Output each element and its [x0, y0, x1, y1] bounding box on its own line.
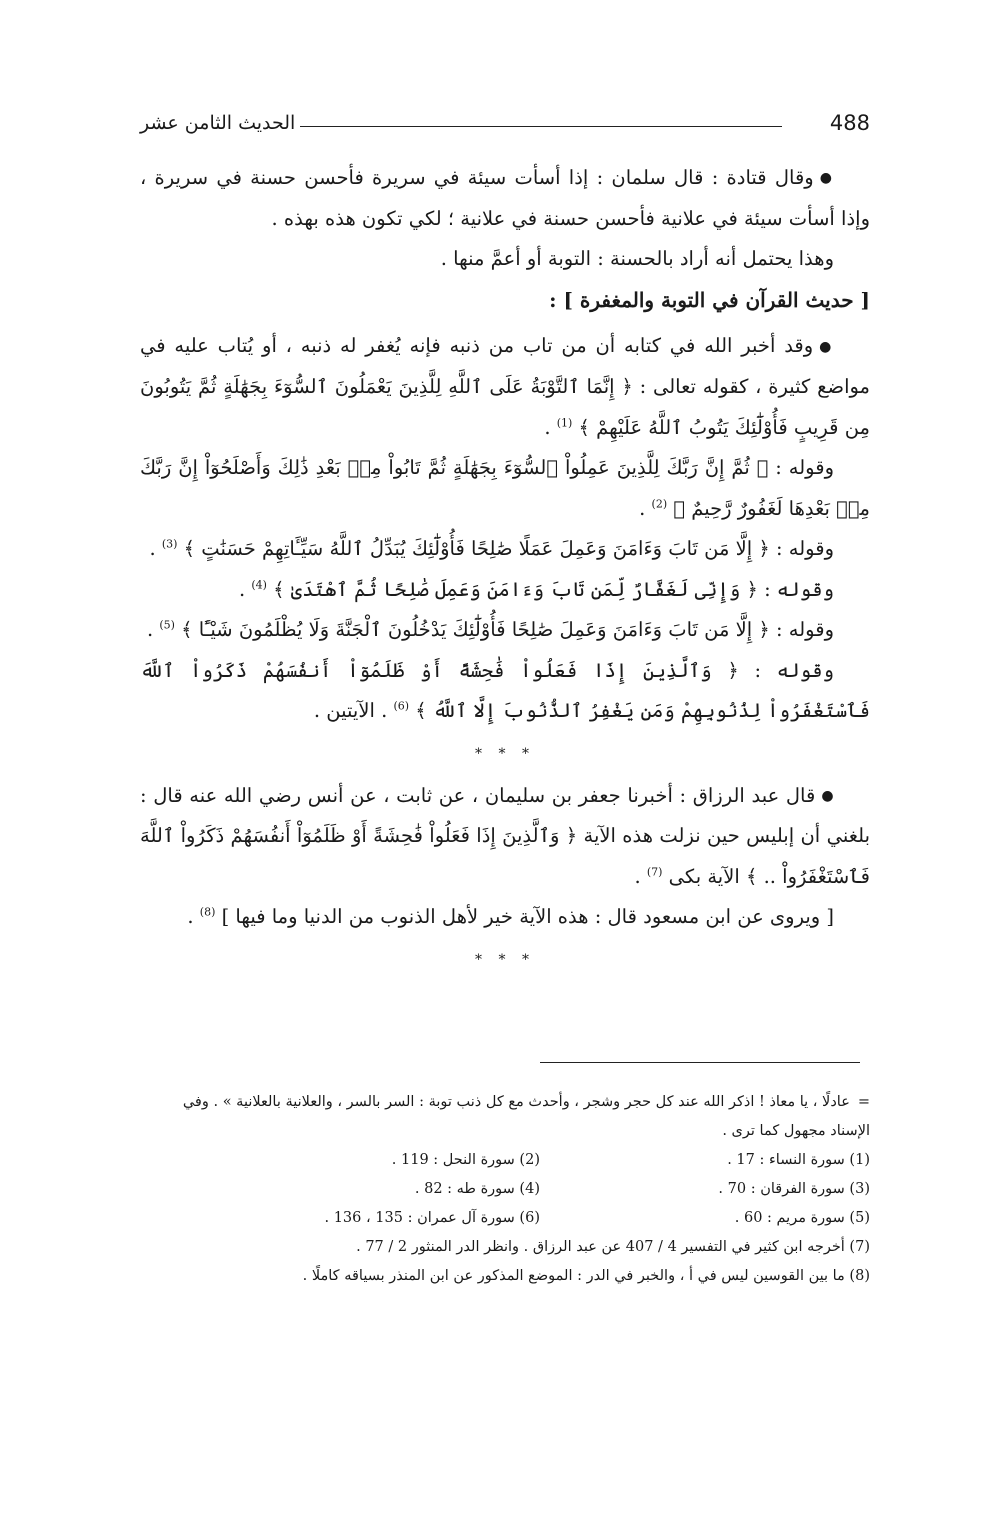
paragraph-end: . — [146, 618, 160, 641]
section-divider-stars: * * * — [475, 745, 535, 762]
paragraph-quran-6 — [140, 651, 870, 732]
footnote-separator — [540, 1062, 860, 1063]
paragraph-text: وقوله : ﴿ وَٱلَّذِينَ إِذَا فَعَلُواْ فَٰحِشَةً أَوْ ظَلَمُوٓاْ أَنفُسَهُمْ ذَكَرُواْ ٱللَّهَ فَٱسْتَغْفَرُواْ لِذُنُوبِهِمْ وَمَن يَغْفِرُ ٱلذُّنُوبَ إِلَّا ٱللَّهُ ﴾ — [140, 658, 870, 722]
paragraph-text: وقوله : ﴿ إِلَّا مَن تَابَ وَءَامَنَ وَعَمِلَ صَٰلِحًا فَأُوْلَٰٓئِكَ يَدْخُلُونَ ٱلْجَنَّةَ وَلَا يُظْلَمُونَ شَيْـًٔا ﴾ — [181, 618, 834, 641]
page-header — [140, 108, 870, 142]
paragraph-end: . — [639, 496, 652, 520]
paragraph-text: وقوله : ﴿ وَإِنِّى لَغَفَّارٌ لِّمَن تَابَ وَءَامَنَ وَعَمِلَ صَٰلِحًا ثُمَّ ٱهْتَدَىٰ ﴾ — [273, 577, 834, 601]
footnote-4: (4) سورة طه : 82 . — [414, 1181, 540, 1197]
paragraph-salman — [140, 158, 870, 239]
paragraph-quran-2 — [140, 448, 870, 529]
running-title: الحديث الثامن عشر — [140, 112, 296, 134]
page-number: 488 — [829, 111, 870, 135]
paragraph-text: [ ويروى عن ابن مسعود قال : هذه الآية خير لأهل الذنوب من الدنيا وما فيها ] — [221, 905, 834, 929]
main-text — [140, 158, 870, 982]
footnotes — [140, 1088, 870, 1291]
bullet-icon: ● — [819, 338, 834, 355]
footnote-row — [140, 1175, 870, 1204]
footnote-2: (2) سورة النحل : 119 . — [391, 1152, 540, 1168]
bullet-icon: ● — [819, 170, 835, 187]
paragraph-end: . — [544, 415, 557, 439]
paragraph-text: وقوله : ﴿ إِلَّا مَن تَابَ وَءَامَنَ وَعَمِلَ عَمَلًا صَٰلِحًا فَأُوْلَٰٓئِكَ يُبَدِّلُ ٱللَّهُ سَيِّـَٔاتِهِمْ حَسَنَٰتٍ ﴾ — [183, 537, 834, 560]
footnote-row — [140, 1146, 870, 1175]
paragraph-quran-5 — [140, 610, 870, 651]
paragraph-text: وقوله : ﴿ ثُمَّ إِنَّ رَبَّكَ لِلَّذِينَ عَمِلُواْ ٱلسُّوٓءَ بِجَهَٰلَةٍ ثُمَّ تَابُواْ مِنۢ بَعْدِ ذَٰلِكَ وَأَصْلَحُوٓاْ إِنَّ رَبَّكَ مِنۢ بَعْدِهَا لَغَفُورٌ رَّحِيمٌ ﴾ — [140, 456, 870, 520]
footnote-ref: (1) — [556, 416, 573, 429]
section-heading: [ حديث القرآن في التوبة والمغفرة ] : — [549, 287, 870, 312]
paragraph-end: . — [238, 577, 252, 601]
paragraph-text: قال عبد الرزاق : أخبرنا جعفر بن سليمان ، عن ثابت ، عن أنس رضي الله عنه قال : بلغني أن إبليس حين نزلت هذه الآية ﴿ وَٱلَّذِينَ إِذَا فَعَلُواْ فَٰحِشَةً أَوْ ظَلَمُوٓاْ أَنفُسَهُمْ ذَكَرُواْ ٱللَّهَ فَٱسْتَغْفَرُواْ .. ﴾ الآية بكى — [140, 783, 870, 888]
footnote-text: عادلًا ، يا معاذ ! اذكر الله عند كل حجر وشجر ، وأحدث مع كل ذنب توبة : السر بالسر ، والعلانية بالعلانية » . وفي الإسناد مجهول كما ترى . — [182, 1094, 870, 1139]
footnote-continuation — [140, 1088, 870, 1146]
footnote-ref: (8) — [199, 905, 216, 919]
footnote-8: (8) ما بين القوسين ليس في أ ، والخبر في الدر : الموضع المذكور عن ابن المنذر بسياقه كاملًا . — [302, 1268, 870, 1284]
paragraph-end: . الآيتين . — [313, 699, 394, 722]
paragraph-quran-3 — [140, 529, 870, 570]
header-rule — [300, 126, 782, 127]
footnote-6: (6) سورة آل عمران : 135 ، 136 . — [324, 1210, 540, 1226]
paragraph-end: . — [634, 864, 647, 888]
paragraph-ibn-masud — [140, 897, 870, 938]
footnote-ref: (2) — [651, 497, 668, 510]
paragraph-end: . — [149, 537, 162, 560]
footnote-ref: (4) — [251, 578, 267, 591]
paragraph-interpretation: وهذا يحتمل أنه أراد بالحسنة : التوبة أو أعمَّ منها . — [440, 247, 834, 271]
continuation-mark: = — [857, 1094, 870, 1110]
bullet-icon: ● — [821, 787, 834, 804]
footnote-3: (3) سورة الفرقان : 70 . — [718, 1181, 870, 1197]
footnote-1: (1) سورة النساء : 17 . — [727, 1152, 870, 1168]
paragraph-abdulrazzaq — [140, 776, 870, 898]
footnote-row — [140, 1204, 870, 1233]
footnote-ref: (7) — [646, 865, 663, 879]
paragraph-text: وقد أخبر الله في كتابه أن من تاب من ذنبه فإنه يُغفر له ذنبه ، أو يُتاب عليه في مواضع كثيرة ، كقوله تعالى : ﴿ إِنَّمَا ٱلتَّوْبَةُ عَلَى ٱللَّهِ لِلَّذِينَ يَعْمَلُونَ ٱلسُّوٓءَ بِجَهَٰلَةٍ ثُمَّ يَتُوبُونَ مِن قَرِيبٍ فَأُوْلَٰٓئِكَ يَتُوبُ ٱللَّهُ عَلَيْهِمْ ﴾ — [140, 334, 870, 439]
paragraph-quran-4 — [140, 570, 870, 611]
footnote-ref: (5) — [159, 618, 175, 632]
footnote-ref: (6) — [393, 699, 410, 713]
footnote-ref: (3) — [161, 537, 178, 551]
footnote-7: (7) أخرجه ابن كثير في التفسير 4 / 407 عن عبد الرزاق . وانظر الدر المنثور 2 / 77 . — [356, 1239, 870, 1255]
paragraph-quran-1 — [140, 326, 870, 448]
section-divider-stars: * * * — [475, 951, 535, 968]
paragraph-end: . — [187, 905, 200, 929]
paragraph-text: وقال قتادة : قال سلمان : إذا أسأت سيئة في سريرة فأحسن حسنة في سريرة ، وإذا أسأت سيئة في علانية فأحسن حسنة في علانية ؛ لكي تكون هذه بهذه . — [140, 166, 870, 230]
footnote-5: (5) سورة مريم : 60 . — [734, 1210, 870, 1226]
